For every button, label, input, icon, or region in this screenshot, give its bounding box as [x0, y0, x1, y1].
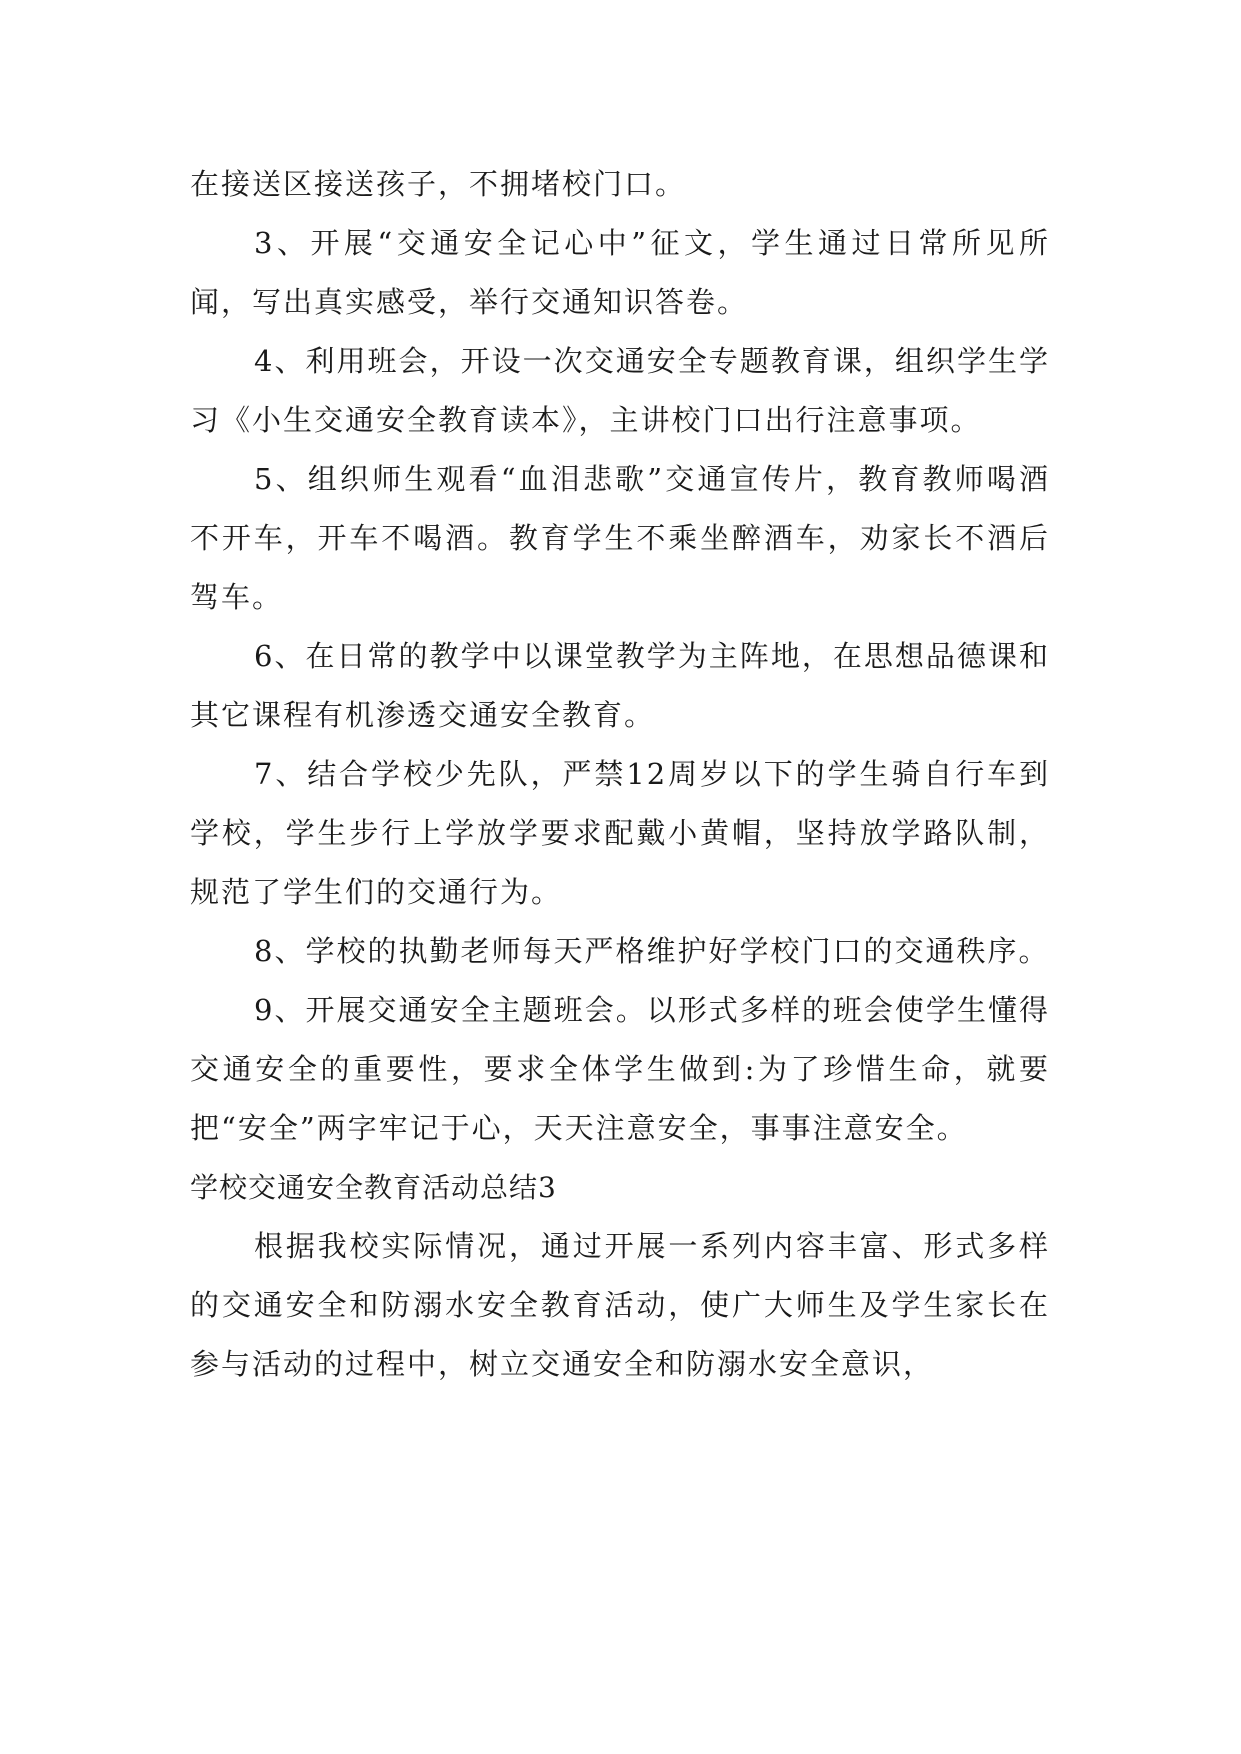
document-body: [190, 155, 1050, 1394]
paragraph-continuation: 在接送区接送孩子，不拥堵校门口。: [190, 167, 687, 201]
paragraph-item-8: 8、学校的执勤老师每天严格维护好学校门口的交通秩序。: [254, 934, 1050, 968]
paragraph-item-9: 9、开展交通安全主题班会。以形式多样的班会使学生懂得交通安全的重要性，要求全体学生做到:为了珍惜生命，就要把“安全”两字牢记于心，天天注意安全，事事注意安全。: [190, 993, 1050, 1145]
paragraph-item-7: 7、结合学校少先队，严禁12周岁以下的学生骑自行车到学校，学生步行上学放学要求配戴小黄帽，坚持放学路队制，规范了学生们的交通行为。: [190, 757, 1050, 909]
paragraph-item-6: 6、在日常的教学中以课堂教学为主阵地，在思想品德课和其它课程有机渗透交通安全教育。: [190, 639, 1050, 732]
section-paragraph: 根据我校实际情况，通过开展一系列内容丰富、形式多样的交通安全和防溺水安全教育活动，使广大师生及学生家长在参与活动的过程中，树立交通安全和防溺水安全意识，: [190, 1229, 1050, 1381]
paragraph-item-4: 4、利用班会，开设一次交通安全专题教育课，组织学生学习《小生交通安全教育读本》，主讲校门口出行注意事项。: [190, 344, 1050, 437]
paragraph-item-5: 5、组织师生观看“血泪悲歌”交通宣传片，教育教师喝酒不开车，开车不喝酒。教育学生不乘坐醉酒车，劝家长不酒后驾车。: [190, 462, 1050, 614]
paragraph-item-3: 3、开展“交通安全记心中”征文，学生通过日常所见所闻，写出真实感受，举行交通知识答卷。: [190, 226, 1050, 319]
section-title: 学校交通安全教育活动总结3: [190, 1171, 557, 1204]
